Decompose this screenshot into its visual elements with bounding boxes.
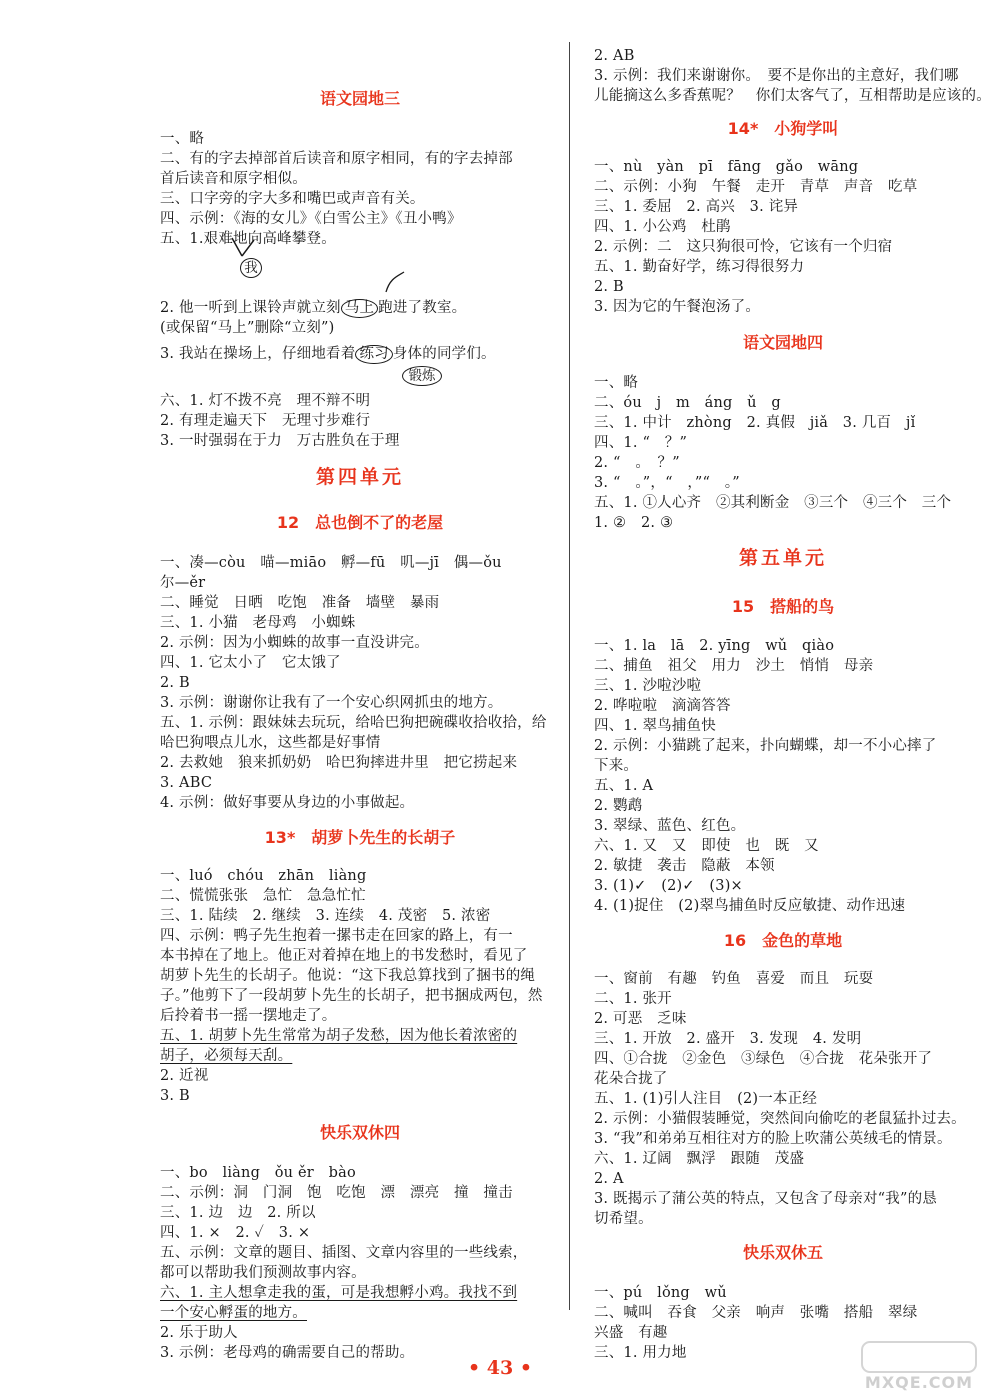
answer-line: 2. 示例：因为小蜘蛛的故事一直没讲完。 (160, 635, 429, 651)
answer-line: 四、1. 它太小了 它太饿了 (160, 655, 341, 671)
answer-line: 四、1. × 2. ✓ 3. × (160, 1225, 311, 1241)
answer-line: 2. “ 。 ？” (594, 455, 680, 471)
answer-line: 一、1. la lā 2. yīng wǔ qiào (594, 638, 835, 654)
answer-line: 二、有的字去掉部首后读音和原字相同，有的字去掉部 (160, 151, 513, 167)
section-title-15: 15 搭船的鸟 (731, 597, 835, 616)
answer-line: 四、示例：《海的女儿》《白雪公主》《丑小鸭》 (160, 211, 462, 227)
unit-heading-5: 第五单元 (738, 547, 827, 569)
answer-line: 2. 示例：小猫假装睡觉，突然间向偷吃的老鼠猛扑过去。 (594, 1111, 966, 1127)
answer-line: 后拎着书一摇一摆地走了。 (160, 1008, 337, 1024)
answer-line: 都可以帮助我们预测故事内容。 (160, 1265, 366, 1281)
section-title-12: 12 总也倒不了的老屋 (276, 513, 444, 532)
underlined-answer: 胡子，必须每天刮。 (160, 1048, 293, 1064)
answer-line: 下来。 (594, 758, 639, 774)
answer-line: 2. 示例：二 这只狗很可怜，它该有一个归宿 (594, 239, 893, 255)
column-divider (569, 42, 570, 1310)
underlined-answer: 六、1. 主人想拿走我的蛋，可是我想孵小鸡。我找不到 (160, 1285, 518, 1301)
section-title-yuwen-yuandi-3: 语文园地三 (319, 89, 400, 108)
answer-line: 哈巴狗喂点儿水，这些都是好事情 (160, 735, 381, 751)
sentence-part: 2. 他一听到上课铃声就立刻 (160, 300, 341, 316)
answer-line: 五、1. 勤奋好学，练习得很努力 (594, 259, 805, 275)
answer-line: 四、示例：鸭子先生抱着一摞书走在回家的路上，有一 (160, 928, 513, 944)
answer-line: 六、1. 灯不拨不亮 理不辩不明 (160, 393, 371, 409)
circled-word: 练习 (355, 345, 392, 364)
answer-line: 四、1. “ ？” (594, 435, 688, 451)
answer-line: 子。”他剪下了一段胡萝卜先生的长胡子，把书捆成两包，然 (160, 988, 543, 1004)
answer-line: 胡萝卜先生的长胡子。他说：“这下我总算找到了捆书的绳 (160, 968, 536, 984)
answer-line: 2. 去救她 狼来抓奶奶 哈巴狗摔进井里 把它捞起来 (160, 755, 518, 771)
answer-line: 一、略 (160, 131, 205, 147)
watermark-stamp-icon (860, 1340, 978, 1374)
answer-line: 五、1. ①人心齐 ②其利断金 ③三个 ④三个 三个 (594, 495, 952, 511)
section-title-yuwen-yuandi-4: 语文园地四 (742, 333, 823, 352)
answer-line: 花朵合拢了 (594, 1071, 668, 1087)
answer-line: 切希望。 (594, 1211, 653, 1227)
answer-line: 五、示例：文章的题目、插图、文章内容里的一些线索， (160, 1245, 528, 1261)
sentence-part: 3. 我站在操场上，仔细地看着 (160, 346, 356, 362)
answer-line: 尔—ěr (160, 575, 206, 591)
page-number: • 43 • (468, 1357, 532, 1379)
answer-line: 六、1. 又 又 即使 也 既 又 (594, 838, 819, 854)
sentence-part: 身体的同学们。 (392, 346, 496, 362)
answer-line: 四、①合拢 ②金色 ③绿色 ④合拢 花朵张开了 (594, 1051, 933, 1067)
answer-line: 4. 示例：做好事要从身边的小事做起。 (160, 795, 415, 811)
sentence-part: 跑进了教室。 (378, 300, 467, 316)
swap-mark-icon (380, 270, 410, 294)
insertion-mark-icon (228, 236, 268, 260)
answer-line: 3. 因为它的午餐泡汤了。 (594, 299, 761, 315)
answer-line: 三、1. 用力地 (594, 1345, 687, 1361)
watermark-logo (860, 1340, 978, 1392)
answer-line: 四、1. 小公鸡 杜鹃 (594, 219, 731, 235)
answer-line: 3. 示例：老母鸡的确需要自己的帮助。 (160, 1345, 415, 1361)
answer-line: 3. 示例：谢谢你让我有了一个安心织网抓虫的地方。 (160, 695, 503, 711)
answer-line: 一、窗前 有趣 钓鱼 喜爱 而且 玩耍 (594, 971, 874, 987)
answer-line: 三、1. 陆续 2. 继续 3. 连续 4. 茂密 5. 浓密 (160, 908, 491, 924)
answer-line: 二、óu j m áng ǔ g (594, 395, 781, 411)
answer-line: 3. 翠绿、蓝色、红色。 (594, 818, 746, 834)
underlined-answer: 五、1. 胡萝卜先生常常为胡子发愁，因为他长着浓密的 (160, 1028, 518, 1044)
answer-line: 3. “我”和弟弟互相往对方的脸上吹蒲公英绒毛的情景。 (594, 1131, 952, 1147)
answer-line: 二、捕鱼 祖父 用力 沙土 悄悄 母亲 (594, 658, 874, 674)
answer-line: 一、凑—còu 喵—miāo 孵—fū 叽—jī 偶—ǒu (160, 555, 502, 571)
answer-line: 一、nù yàn pī fāng gǎo wāng (594, 159, 859, 175)
answer-line: 二、示例：洞 门洞 饱 吃饱 漂 漂亮 撞 撞击 (160, 1185, 513, 1201)
answer-line: 三、1. 开放 2. 盛开 3. 发现 4. 发明 (594, 1031, 862, 1047)
answer-line: 三、1. 小猫 老母鸡 小蜘蛛 (160, 615, 356, 631)
underlined-answer: 一个安心孵蛋的地方。 (160, 1305, 307, 1321)
answer-line: 3. “ 。”，“ ，”“ 。” (594, 475, 740, 491)
answer-line: 三、1. 中计 zhòng 2. 真假 jiǎ 3. 几百 jǐ (594, 415, 916, 431)
answer-line: 本书掉在了地上。他正对着掉在地上的书发愁时，看见了 (160, 948, 528, 964)
answer-line: 2. B (160, 675, 190, 691)
answer-line: 六、1. 辽阔 飘浮 跟随 茂盛 (594, 1151, 805, 1167)
answer-line: 五、1. A (594, 778, 654, 794)
answer-line: 2. B (594, 279, 624, 295)
answer-line: 2. 鹦鹉 (594, 798, 643, 814)
section-title-13: 13* 胡萝卜先生的长胡子 (264, 828, 456, 847)
answer-line: 2. 乐于助人 (160, 1325, 238, 1341)
section-title-kuaile-shuangxiu-5: 快乐双休五 (742, 1243, 823, 1262)
answer-line: 五、1. 示例：跟妹妹去玩玩，给哈巴狗把碗碟收拾收拾，给 (160, 715, 547, 731)
answer-line: 二、睡觉 日晒 吃饱 准备 墙壁 暴雨 (160, 595, 440, 611)
answer-line: 三、1. 沙啦沙啦 (594, 678, 702, 694)
answer-line: 一、略 (594, 375, 639, 391)
answer-line: 2. AB (594, 48, 635, 64)
answer-line: 二、示例：小狗 午餐 走开 青草 声音 吃草 (594, 179, 918, 195)
answer-line: 2. 近视 (160, 1068, 209, 1084)
answer-line: 2. 有理走遍天下 无理寸步难行 (160, 413, 371, 429)
answer-line: 五、1.艰难地向高峰攀登。 (160, 231, 336, 247)
answer-line: 2. 敏捷 袭击 隐蔽 本领 (594, 858, 775, 874)
section-title-14: 14* 小狗学叫 (727, 119, 839, 138)
answer-line: 2. 可恶 乏味 (594, 1011, 687, 1027)
answer-line: 4. (1)捉住 (2)翠鸟捕鱼时反应敏捷、动作迅速 (594, 898, 906, 914)
answer-line (160, 298, 466, 318)
answer-line: 一、pú lǒng wǔ (594, 1285, 727, 1301)
watermark-text: MXQE.COM (864, 1373, 974, 1392)
answer-line (160, 344, 496, 364)
answer-line: 兴盛 有趣 (594, 1325, 668, 1341)
answer-line: 一、luó chóu zhān liàng (160, 868, 367, 884)
replacement-word-duanlian: 锻炼 (402, 366, 442, 386)
answer-line: 3. 既揭示了蒲公英的特点，又包含了母亲对“我”的恳 (594, 1191, 937, 1207)
section-title-kuaile-shuangxiu-4: 快乐双休四 (319, 1123, 400, 1142)
answer-line: 三、1. 边 边 2. 所以 (160, 1205, 316, 1221)
answer-line: 3. B (160, 1088, 190, 1104)
answer-line: 五、1. (1)引人注目 (2)一本正经 (594, 1091, 818, 1107)
answer-line: 2. A (594, 1171, 624, 1187)
answer-line: 3. (1)✓ (2)✓ (3)× (594, 878, 743, 894)
answer-line: 二、1. 张开 (594, 991, 672, 1007)
answer-line: 3. 示例：我们来谢谢你。 要不是你出的主意好，我们哪 (594, 68, 959, 84)
unit-heading-4: 第四单元 (315, 466, 404, 488)
answer-line: 儿能摘这么多香蕉呢？ 你们太客气了，互相帮助是应该的。 (594, 88, 991, 104)
answer-line: 一、bo liàng ǒu ěr bào (160, 1165, 356, 1181)
circled-word: 马上 (341, 299, 378, 318)
answer-line: 2. 哗啦啦 滴滴答答 (594, 698, 731, 714)
answer-line: 1. ② 2. ③ (594, 515, 674, 531)
inserted-word-wo: 我 (240, 258, 262, 278)
answer-line: 首后读音和原字相似。 (160, 171, 307, 187)
answer-line: 二、慌慌张张 急忙 急急忙忙 (160, 888, 366, 904)
answer-line: 四、1. 翠鸟捕鱼快 (594, 718, 716, 734)
answer-line: 2. 示例：小猫跳了起来，扑向蝴蝶，却一不小心摔了 (594, 738, 937, 754)
answer-line: 三、口字旁的字大多和嘴巴或声音有关。 (160, 191, 425, 207)
answer-line: 二、喊叫 吞食 父亲 响声 张嘴 搭船 翠绿 (594, 1305, 918, 1321)
answer-line: 三、1. 委屈 2. 高兴 3. 诧异 (594, 199, 799, 215)
answer-line: 3. ABC (160, 775, 213, 791)
answer-note: (或保留“马上”删除“立刻”) (160, 320, 335, 336)
section-title-16: 16 金色的草地 (723, 931, 843, 950)
answer-line: 3. 一时强弱在于力 万古胜负在于理 (160, 433, 400, 449)
